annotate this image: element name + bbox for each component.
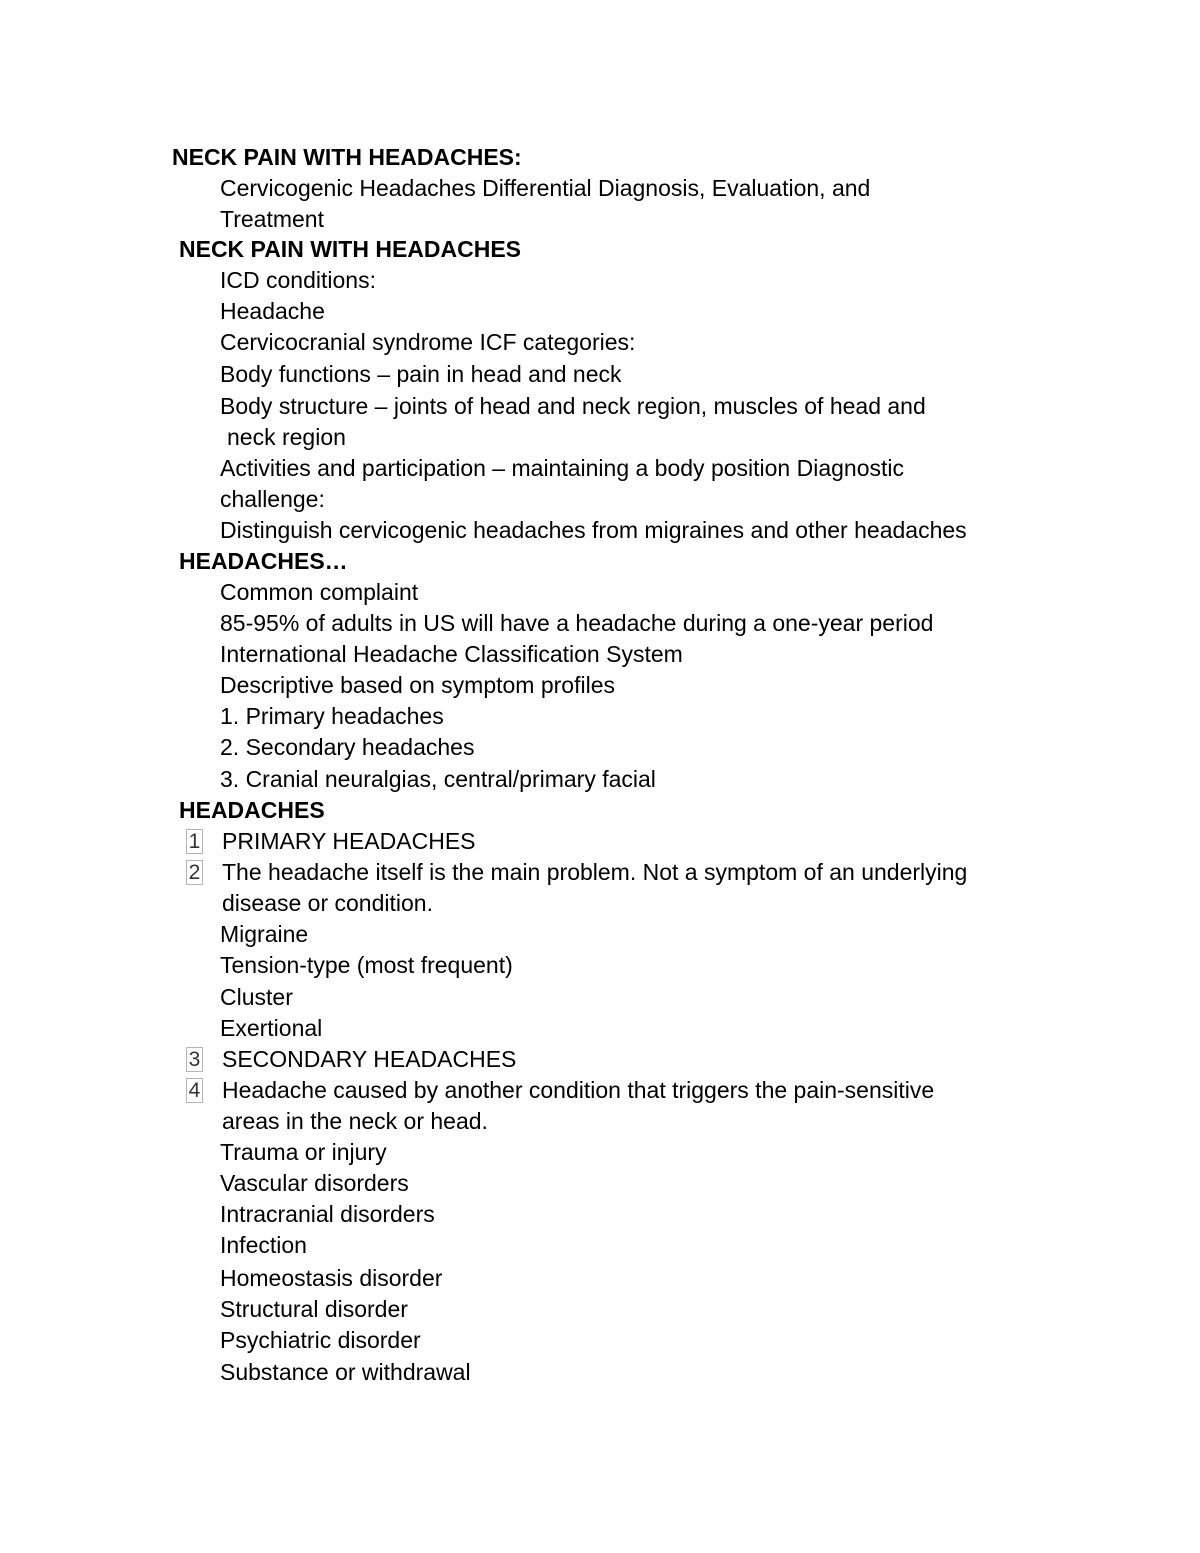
text-line: Homeostasis disorder <box>220 1265 443 1291</box>
list-marker: 3 <box>186 1047 203 1072</box>
list-marker: 1 <box>186 829 203 854</box>
text-line: Psychiatric disorder <box>220 1327 421 1353</box>
text-line: areas in the neck or head. <box>222 1108 488 1134</box>
text-line: 2. Secondary headaches <box>220 734 475 760</box>
text-line: neck region <box>227 424 346 450</box>
heading-headaches-ellipsis: HEADACHES… <box>179 548 348 574</box>
list-marker: 4 <box>186 1078 203 1103</box>
text-line: Body functions – pain in head and neck <box>220 361 622 387</box>
text-line: ICD conditions: <box>220 267 376 293</box>
list-marker: 2 <box>186 860 203 885</box>
text-line: Cluster <box>220 984 293 1010</box>
text-line: Migraine <box>220 921 309 947</box>
text-line: disease or condition. <box>222 890 433 916</box>
heading-headaches: HEADACHES <box>179 797 325 823</box>
text-line: 85-95% of adults in US will have a headache during a one-year period <box>220 610 934 636</box>
list-item: The headache itself is the main problem. Not a symptom of an underlying <box>222 859 968 885</box>
list-item: PRIMARY HEADACHES <box>222 828 476 854</box>
text-line: Structural disorder <box>220 1296 408 1322</box>
text-line: Distinguish cervicogenic headaches from migraines and other headaches <box>220 517 967 543</box>
heading-neck-pain-with-headaches: NECK PAIN WITH HEADACHES: <box>172 144 522 170</box>
text-line: Common complaint <box>220 579 419 605</box>
text-line: Intracranial disorders <box>220 1201 435 1227</box>
text-line: 1. Primary headaches <box>220 703 444 729</box>
text-line: Infection <box>220 1232 307 1258</box>
heading-neck-pain-with-headaches-2: NECK PAIN WITH HEADACHES <box>179 236 522 262</box>
subtitle-line: Treatment <box>220 206 324 232</box>
text-line: Trauma or injury <box>220 1139 387 1165</box>
text-line: Body structure – joints of head and neck region, muscles of head and <box>220 393 926 419</box>
text-line: International Headache Classification System <box>220 641 683 667</box>
text-line: Vascular disorders <box>220 1170 409 1196</box>
text-line: challenge: <box>220 486 325 512</box>
text-line: 3. Cranial neuralgias, central/primary facial <box>220 766 656 792</box>
list-item: SECONDARY HEADACHES <box>222 1046 517 1072</box>
text-line: Tension-type (most frequent) <box>220 952 513 978</box>
text-line: Exertional <box>220 1015 323 1041</box>
text-line: Headache <box>220 298 325 324</box>
text-line: Descriptive based on symptom profiles <box>220 672 615 698</box>
subtitle-line: Cervicogenic Headaches Differential Diagnosis, Evaluation, and <box>220 175 871 201</box>
text-line: Substance or withdrawal <box>220 1359 471 1385</box>
list-item: Headache caused by another condition that triggers the pain-sensitive <box>222 1077 935 1103</box>
text-line: Activities and participation – maintaining a body position Diagnostic <box>220 455 905 481</box>
text-line: Cervicocranial syndrome ICF categories: <box>220 329 636 355</box>
